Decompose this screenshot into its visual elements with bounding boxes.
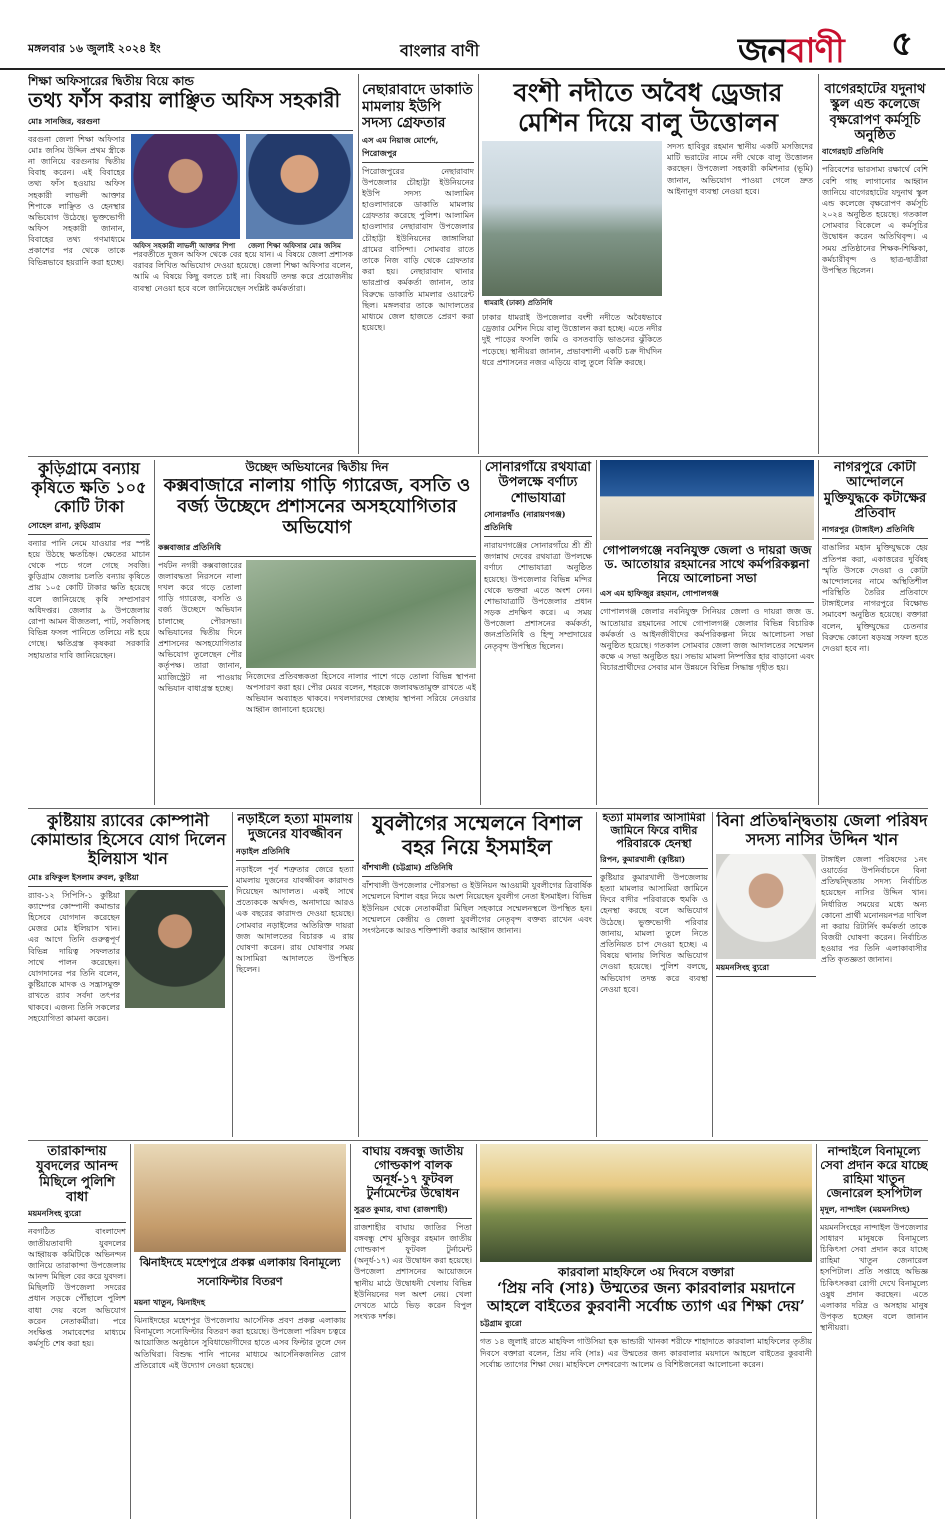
eviction-photo (246, 560, 476, 668)
article-byline: নাগরপুর (টাঙ্গাইল) প্রতিনিধি (822, 524, 928, 539)
photo-caption: জেলা শিক্ষা অফিসার মোঃ জসিম (246, 239, 353, 253)
article-gopalganj (600, 460, 814, 805)
article-byline: এস এম হাফিজুর রহমান, গোপালগঞ্জ (600, 588, 814, 603)
article-headline: বাগেরহাটের যদুনাথ স্কুল এন্ড কলেজে বৃক্ষরোপণ কর্মসূচি অনুষ্ঠিত (824, 82, 926, 143)
article-headline: নান্দাইলে বিনামূল্যে সেবা প্রদান করে যাচ্ছে রাহিমা খাতুন জেনারেল হসপিটাল (820, 1144, 928, 1201)
article-body-continued: পরবর্তীতে দুজন অফিস থেকে বের হয়ে যান। এ বিষয়ে জেলা প্রশাসক বরাবর লিখিত অভিযোগ দেওয়া হয়েছে। জেলা শিক্ষা অফিসার বলেন, আমি এ বিষয়ে কিছু বলতে চাই না। বিষয়টি তদন্ত করে প্রয়োজনীয় ব্যবস্থা নেওয়া হবে বলে জানিয়েছেন সংশ্লিষ্ট কর্মকর্তারা। (133, 250, 353, 293)
article-kicker: কারবালা মাহফিলে ৩য় দিবসে বক্তারা (557, 1265, 735, 1279)
article-byline: রিপন, কুমারখালী (কুষ্টিয়া) (600, 854, 708, 869)
article-headline: হত্যা মামলার আসামিরা জামিনে ফিরে বাদীর পরিবারকে হেনস্থা (602, 812, 706, 850)
article-body-continued: নিজেদের প্রতিবন্ধকতা হিসেবে নালার পাশে গড়ে তোলা বিভিন্ন স্থাপনা অপসারণ করা হয়। পৌর মেয়র বলেন, শহরকে জলাবদ্ধতামুক্ত রাখতে এই অভিযান অব্যাহত থাকবে। দখলদারদের স্বেচ্ছায় স্থাপনা সরিয়ে নেওয়ার আহ্বান জানানো হয়েছে। (246, 671, 476, 715)
photo-caption: অফিস সহকারী লাভলী আক্তার শিপা (131, 239, 240, 253)
article-body: টাঙ্গাইল জেলা পরিষদের ১নং ওয়ার্ডের উপনির্বাচনে বিনা প্রতিদ্বন্দ্বিতায় সদস্য নির্বাচিত হয়েছেন নাসির উদ্দিন খান। নির্ধারিত সময়ের মধ্যে অন্য কোনো প্রার্থী মনোনয়নপত্র দাখিল না করায় রিটার্নিং কর্মকর্তা তাকে বিজয়ী ঘোষণা করেন। নির্বাচিত হওয়ার পর তিনি এলাকাবাসীর প্রতি কৃতজ্ঞতা জানান। (821, 854, 927, 965)
article-body: গোপালগঞ্জ জেলার নবনিযুক্ত সিনিয়র জেলা ও দায়রা জজ ড. আতোয়ার রহমানের সাথে গোপালগঞ্জ জেলার বিভিন্ন বিচারিক কর্মকর্তা ও আইনজীবীদের কর্মপরিকল্পনা নিয়ে আলোচনা সভা অনুষ্ঠিত হয়েছে। গতকাল সোমবার জেলা জজ আদালতের সম্মেলন কক্ষে এ সভা অনুষ্ঠিত হয়। সভায় মামলা নিষ্পত্তির হার বাড়ানো এবং বিচারপ্রার্থীদের সেবার মান উন্নয়নে বিভিন্ন সিদ্ধান্ত গৃহীত হয়। (600, 607, 814, 673)
article-body: ঝিনাইদহের মহেশপুর উপজেলায় আর্সেনিক প্রবণ প্রকল্প এলাকায় বিনামূল্যে সনোফিল্টার বিতরণ করা হয়েছে। উপজেলা পরিষদ চত্বরে আয়োজিত অনুষ্ঠানে সুবিধাভোগীদের হাতে এসব ফিল্টার তুলে দেন অতিথিরা। বিশুদ্ধ পানি পানের মাধ্যমে আর্সেনিকজনিত রোগ প্রতিরোধে এই উদ্যোগ নেওয়া হয়েছে। (134, 1316, 346, 1370)
article-byline: এস এম নিয়াজ মোর্শেদ, পিরোজপুর (362, 135, 474, 163)
article-body: নবগঠিত বাংলাদেশ জাতীয়তাবাদী যুবদলের আহ্বায়ক কমিটিকে অভিনন্দন জানিয়ে তারাকান্দা উপজেলায় আনন্দ মিছিল বের করে যুবদল। মিছিলটি উপজেলা সদরের প্রধান সড়কে পৌঁছালে পুলিশ বাধা দেয় বলে অভিযোগ করেন নেতাকর্মীরা। পরে সংক্ষিপ্ত সমাবেশের মাধ্যমে কর্মসূচি শেষ করা হয়। (28, 1227, 126, 1349)
mahfil-photo (480, 1144, 812, 1262)
portrait-photo (131, 134, 240, 239)
article-headline: তারাকান্দায় যুবদলের আনন্দ মিছিলে পুলিশি বাধা (36, 1144, 118, 1205)
article-kicker: শিক্ষা অফিসারের দ্বিতীয় বিয়ে কান্ড (28, 74, 195, 88)
masthead (0, 0, 945, 70)
article-sonargaon (484, 460, 592, 805)
article-karbala-mahfil (480, 1144, 812, 1519)
article-headline: বিনা প্রতিদ্বন্দ্বিতায় জেলা পরিষদ সদস্য নাসির উদ্দিন খান (716, 812, 928, 849)
article-body: বাঙালির মহান মুক্তিযুদ্ধকে হেয় প্রতিপন্ন করা, একাত্তরের দুর্বিষহ স্মৃতি উসকে দেওয়া ও কোটা আন্দোলনের নামে অস্থিতিশীল পরিস্থিতি তৈরির প্রতিবাদে টাঙ্গাইলের নাগরপুরে বিক্ষোভ সমাবেশ অনুষ্ঠিত হয়েছে। বক্তারা বলেন, মুক্তিযুদ্ধের চেতনার বিরুদ্ধে কোনো ষড়যন্ত্র সফল হতে দেওয়া হবে না। (822, 543, 928, 653)
article-body: পর্যটন নগরী কক্সবাজারের জলাবদ্ধতা নিরসনে নালা দখল করে গড়ে তোলা গাড়ি গ্যারেজ, বসতি ও বর্জ্য উচ্ছেদে অভিযান চালাচ্ছে পৌরসভা। অভিযানের দ্বিতীয় দিনে প্রশাসনের অসহযোগিতার অভিযোগ তুলেছেন পৌর কর্তৃপক্ষ। তারা জানান, ম্যাজিস্ট্রেট না পাওয়ায় অভিযান বাধাগ্রস্ত হচ্ছে। (158, 560, 242, 693)
article-body: গত ১৪ জুলাই রাতে মাহফিল গাউসিয়া হক ভান্ডারী খানকা শরীফে শাহাদাতে কারবালা মাহফিলের তৃতীয় দিবসে বক্তারা বলেন, প্রিয় নবি (সাঃ) এর উম্মতের জন্য কারবালার ময়দানে আহলে বাইতের কুরবানী সর্বোচ্চ ত্যাগের শিক্ষা দেয়। মাহফিলে দেশবরেণ্য আলেম ও বিশিষ্টজনেরা আলোচনা করেন। (480, 1337, 812, 1369)
article-body: কুষ্টিয়ার কুমারখালী উপজেলায় হত্যা মামলার আসামিরা জামিনে ফিরে বাদীর পরিবারকে হুমকি ও হেনস্থা করছে বলে অভিযোগ উঠেছে। ভুক্তভোগী পরিবার জানায়, মামলা তুলে নিতে প্রতিনিয়ত চাপ দেওয়া হচ্ছে। এ বিষয়ে থানায় লিখিত অভিযোগ দেওয়া হয়েছে। পুলিশ বলছে, অভিযোগ তদন্ত করে ব্যবস্থা নেওয়া হবে। (600, 872, 708, 994)
meeting-photo (600, 460, 814, 540)
article-body: পরিবেশের ভারসাম্য রক্ষার্থে বেশি বেশি গাছ লাগানোর আহ্বান জানিয়ে বাগেরহাটের যদুনাথ স্কুল এন্ড কলেজে বৃক্ষরোপণ কর্মসূচি ২০২৪ অনুষ্ঠিত হয়েছে। গতকাল সোমবার বিকেলে এ কর্মসূচির উদ্বোধন করেন অতিথিবৃন্দ। এ সময় প্রতিষ্ঠানের শিক্ষক-শিক্ষিকা, কর্মচারীবৃন্দ ও ছাত্র-ছাত্রীরা উপস্থিত ছিলেন। (822, 165, 928, 275)
article-zila-parishad (716, 812, 928, 1137)
article-byline: চট্টগ্রাম ব্যুরো (480, 1318, 812, 1333)
article-narail (236, 812, 354, 1137)
article-body: বাঁশখালী উপজেলার পৌরসভা ও ইউনিয়ন আওয়ামী যুবলীগের ত্রিবার্ষিক সম্মেলনে বিশাল বহর নিয়ে অংশ নিয়েছেন যুবলীগ নেতা ইসমাইল। বিভিন্ন ইউনিয়ন থেকে নেতাকর্মীরা মিছিল সহকারে সম্মেলনস্থলে উপস্থিত হন। সম্মেলনে কেন্দ্রীয় ও জেলা যুবলীগের নেতৃবৃন্দ বক্তব্য রাখেন এবং সংগঠনকে আরও শক্তিশালী করার আহ্বান জানান। (362, 881, 592, 935)
article-bagha-football (354, 1144, 472, 1519)
article-body: নারায়ণগঞ্জের সোনারগাঁয়ে শ্রী শ্রী জগন্নাথ দেবের রথযাত্রা উপলক্ষে বর্ণাঢ্য শোভাযাত্রা অনুষ্ঠিত হয়েছে। উপজেলার বিভিন্ন মন্দির থেকে ভক্তরা এতে অংশ নেন। শোভাযাত্রাটি উপজেলার প্রধান সড়ক প্রদক্ষিণ করে। এ সময় উপজেলা প্রশাসনের কর্মকর্তা, জনপ্রতিনিধি ও হিন্দু সম্প্রদায়ের নেতৃবৃন্দ উপস্থিত ছিলেন। (484, 540, 592, 651)
article-body: বরগুনা জেলা শিক্ষা অফিসার মোঃ জসিম উদ্দিন প্রথম স্ত্রীকে না জানিয়ে বরগুনায় দ্বিতীয় বিবাহ করেন। এই বিবাহের তথ্য ফাঁস হওয়ায় অফিস সহকারী লাভলী আক্তার শিপাকে লাঞ্ছিত ও হেনস্থার অভিযোগ উঠেছে। ভুক্তভোগী অফিস সহকারী জানান, বিবাহের তথ্য গণমাধ্যমে প্রকাশের পর থেকে তাকে বিভিন্নভাবে হয়রানি করা হচ্ছে। (28, 134, 126, 267)
article-headline: নড়াইলে হত্যা মামলায় দুজনের যাবজ্জীবন (237, 812, 353, 843)
article-body: ঢাকার ধামরাই উপজেলার বংশী নদীতে অবৈধভাবে ড্রেজার মেশিন দিয়ে বালু উত্তোলন করা হচ্ছে। এতে নদীর দুই পাড়ের ফসলি জমি ও বসতবাড়ি ভাঙনের ঝুঁকিতে পড়েছে। স্থানীয়রা জানান, প্রভাবশালী একটি চক্র দীর্ঘদিন ধরে প্রশাসনের নজর এড়িয়ে বালু তুলে বিক্রি করছে। (482, 313, 662, 367)
article-coxsbazar (158, 460, 476, 805)
article-byline: বাগেরহাট প্রতিনিধি (822, 146, 928, 161)
article-bagerhat (822, 82, 928, 454)
article-headline: যুবলীগের সম্মেলনে বিশাল বহর নিয়ে ইসমাইল (372, 812, 582, 859)
article-tarakanda (28, 1144, 126, 1519)
article-headline: তথ্য ফাঁস করায় লাঞ্ছিত অফিস সহকারী (28, 88, 341, 112)
logo-part-b: বাণী (786, 31, 844, 70)
article-bangshi-river (482, 78, 814, 454)
article-borguna (28, 74, 353, 454)
article-jhenaidah (134, 1144, 346, 1519)
article-body: পিরোজপুরের নেছারাবাদ উপজেলার চৌহাট্টা ইউনিয়নের ইউপি সদস্য আলামিন হাওলাদারকে ডাকাতি মামলায় গ্রেফতার করেছে পুলিশ। আলামিন হাওলাদার নেছারাবাদ উপজেলার চৌহাট্টা ইউনিয়নের জাঙ্গালিয়া গ্রামের বাসিন্দা। সোমবার রাতে তাকে নিজ বাড়ি থেকে গ্রেফতার করা হয়। নেছারাবাদ থানার ভারপ্রাপ্ত কর্মকর্তা জানান, তার বিরুদ্ধে ডাকাতি মামলার ওয়ারেন্ট ছিল। মঙ্গলবার তাকে আদালতের মাধ্যমে জেল হাজতে প্রেরণ করা হয়েছে। (362, 166, 474, 333)
article-byline: সোনারগাঁও (নারায়ণগঞ্জ) প্রতিনিধি (484, 509, 592, 537)
issue-date: মঙ্গলবার ১৬ জুলাই ২০২৪ ইং (28, 42, 161, 55)
article-byline: মোঃ সানজির, বরগুনা (28, 116, 353, 131)
article-body-continued: সদস্য হাবিবুর রহমান স্থানীয় একটি মসজিদের মাটি ভরাটের নামে নদী থেকে বালু উত্তোলন করছেন। উপজেলা সহকারী কমিশনার (ভূমি) জানান, অভিযোগ পাওয়া গেলে দ্রুত আইনানুগ ব্যবস্থা নেওয়া হবে। (667, 142, 813, 196)
article-nandail-hospital (820, 1144, 928, 1519)
article-byline: কক্সবাজার প্রতিনিধি (158, 542, 476, 557)
article-headline: ‘প্রিয় নবি (সাঃ) উম্মতের জন্য কারবালার ময়দানে আহলে বাইতের কুরবানী সর্বোচ্চ ত্যাগ এর শিক্ষা দেয়’ (487, 1279, 805, 1315)
article-headline: বংশী নদীতে অবৈধ ড্রেজার মেশিন দিয়ে বালু উত্তোলন (513, 78, 783, 137)
photo-caption: ধামরাই (ঢাকা) প্রতিনিধি (482, 296, 662, 310)
article-byline: ময়না খাতুন, ঝিনাইদহ (134, 1297, 346, 1312)
article-headline: নাগরপুরে কোটা আন্দোলনে মুক্তিযুদ্ধকে কটাক্ষের প্রতিবাদ (823, 460, 927, 521)
portrait-photo (246, 134, 353, 239)
logo-part-a: জন (738, 31, 787, 70)
newspaper-logo (738, 25, 844, 70)
article-byline: ময়মনসিংহ ব্যুরো (716, 962, 816, 977)
article-byline: মৃদুল, নান্দাইল (ময়মনসিংহ) (820, 1204, 928, 1219)
filter-distribution-photo (134, 1144, 346, 1294)
article-byline: সোহেল রানা, কুড়িগ্রাম (28, 520, 150, 535)
page-number: ৫ (890, 24, 914, 64)
article-jubo-league (362, 812, 592, 1137)
article-headline: সোনারগাঁয়ে রথযাত্রা উপলক্ষে বর্ণাঢ্য শোভাযাত্রা (484, 460, 592, 506)
section-title: বাংলার বাণী (400, 41, 480, 60)
river-dredger-photo (482, 141, 662, 296)
article-body: রাজশাহীর বাঘায় জাতির পিতা বঙ্গবন্ধু শেখ মুজিবুর রহমান জাতীয় গোল্ডকাপ ফুটবল টুর্নামেন্ট (অনূর্ধ-১৭) এর উদ্বোধন করা হয়েছে। উপজেলা প্রশাসনের আয়োজনে স্থানীয় মাঠে উদ্বোধনী খেলায় বিভিন্ন ইউনিয়নের দল অংশ নেয়। খেলা দেখতে মাঠে ভিড় করেন বিপুল সংখ্যক দর্শক। (354, 1222, 472, 1322)
article-byline: ময়মনসিংহ ব্যুরো (28, 1208, 126, 1223)
article-nagarpur (822, 460, 928, 805)
article-byline: বাঁশখালী (চট্টগ্রাম) প্রতিনিধি (362, 862, 592, 877)
article-nesarabad (362, 82, 474, 454)
article-headline: কক্সবাজারে নালায় গাড়ি গ্যারেজ, বসতি ও বর্জ্য উচ্ছেদে প্রশাসনের অসহযোগিতার অভিযোগ (163, 475, 471, 539)
article-byline: সুব্রত কুমার, বাঘা (রাজশাহী) (354, 1204, 472, 1219)
article-headline: কুষ্টিয়ায় র‌্যাবের কোম্পানী কোমান্ডার হিসেবে যোগ দিলেন ইলিয়াস খান (30, 812, 226, 868)
article-kushtia-rab (28, 812, 228, 1137)
article-body: ময়মনসিংহের নান্দাইল উপজেলার সাধারণ মানুষকে বিনামূল্যে চিকিৎসা সেবা প্রদান করে যাচ্ছে রাহিমা খাতুন জেনারেল হসপিটাল। প্রতি সপ্তাহে অভিজ্ঞ চিকিৎসকরা রোগী দেখে বিনামূল্যে ওষুধ প্রদান করছেন। এতে এলাকার দরিদ্র ও অসহায় মানুষ উপকৃত হচ্ছেন বলে জানান স্থানীয়রা। (820, 1222, 928, 1333)
article-body: র‌্যাব-১২ সিপিসি-১ কুষ্টিয়া ক্যাম্পের কোম্পানী কমান্ডার হিসেবে যোগদান করেছেন মেজর মোঃ ইলিয়াস খান। এর আগে তিনি গুরুত্বপূর্ণ বিভিন্ন দায়িত্ব সফলতার সাথে পালন করেছেন। যোগদানের পর তিনি বলেন, কুষ্টিয়াকে মাদক ও সন্ত্রাসমুক্ত রাখতে র‌্যাব সর্বদা তৎপর থাকবে। এজন্য তিনি সকলের সহযোগিতা কামনা করেন। (28, 890, 120, 1023)
article-headline: বাঘায় বঙ্গবন্ধু জাতীয় গোল্ডকাপ বালক অনূর্ধ-১৭ ফুটবল টুর্নামেন্টের উদ্বোধন (362, 1144, 464, 1201)
article-byline: নড়াইল প্রতিনিধি (236, 846, 354, 861)
photo-banner-headline: ঝিনাইদহে মহেশপুরে প্রকল্প এলাকায় বিনামূল্যে সনোফিল্টার বিতরণ (134, 1252, 346, 1294)
portrait-photo (716, 854, 816, 959)
article-kurigram (28, 460, 150, 805)
article-kumarkhali (600, 812, 708, 1137)
portrait-photo (125, 890, 225, 1008)
article-body: বন্যার পানি নেমে যাওয়ার পর স্পষ্ট হয়ে উঠছে ক্ষতচিহ্ন। ক্ষেতের মাচান থেকে পচে গলে গেছে সবজি। কুড়িগ্রাম জেলায় চলতি বন্যায় কৃষিতে প্রায় ১০৫ কোটি টাকার ক্ষতি হয়েছে বলে জানিয়েছে কৃষি সম্প্রসারণ অধিদপ্তর। জেলার ৯ উপজেলায় রোপা আমন বীজতলা, পাট, সবজিসহ বিভিন্ন ফসল পানিতে তলিয়ে নষ্ট হয়ে গেছে। ক্ষতিগ্রস্ত কৃষকরা সরকারি সহায়তার দাবি জানিয়েছেন। (28, 538, 150, 660)
article-byline: মোঃ রফিকুল ইসলাম রুবল, কুষ্টিয়া (28, 872, 228, 887)
article-headline: কুড়িগ্রামে বন্যায় কৃষিতে ক্ষতি ১০৫ কোটি টাকা (31, 460, 147, 516)
article-headline: নেছারাবাদে ডাকাতি মামলায় ইউপি সদস্য গ্রেফতার (362, 82, 473, 132)
article-body: নড়াইলে পূর্ব শত্রুতার জেরে হত্যা মামলায় দুজনের যাবজ্জীবন কারাদণ্ড দিয়েছেন আদালত। একই সাথে প্রত্যেককে অর্থদণ্ড, অনাদায়ে আরও এক বছরের কারাদণ্ড দেওয়া হয়েছে। সোমবার নড়াইলের অতিরিক্ত দায়রা জজ আদালতের বিচারক এ রায় ঘোষণা করেন। রায় ঘোষণার সময় আসামিরা আদালতে উপস্থিত ছিলেন। (236, 864, 354, 975)
article-kicker: উচ্ছেদ অভিযানের দ্বিতীয় দিন (245, 460, 389, 474)
article-headline: গোপালগঞ্জে নবনিযুক্ত জেলা ও দায়রা জজ ড. আতোয়ার রহমানের সাথে কর্মপরিকল্পনা নিয়ে আলোচনা সভা (602, 543, 812, 586)
